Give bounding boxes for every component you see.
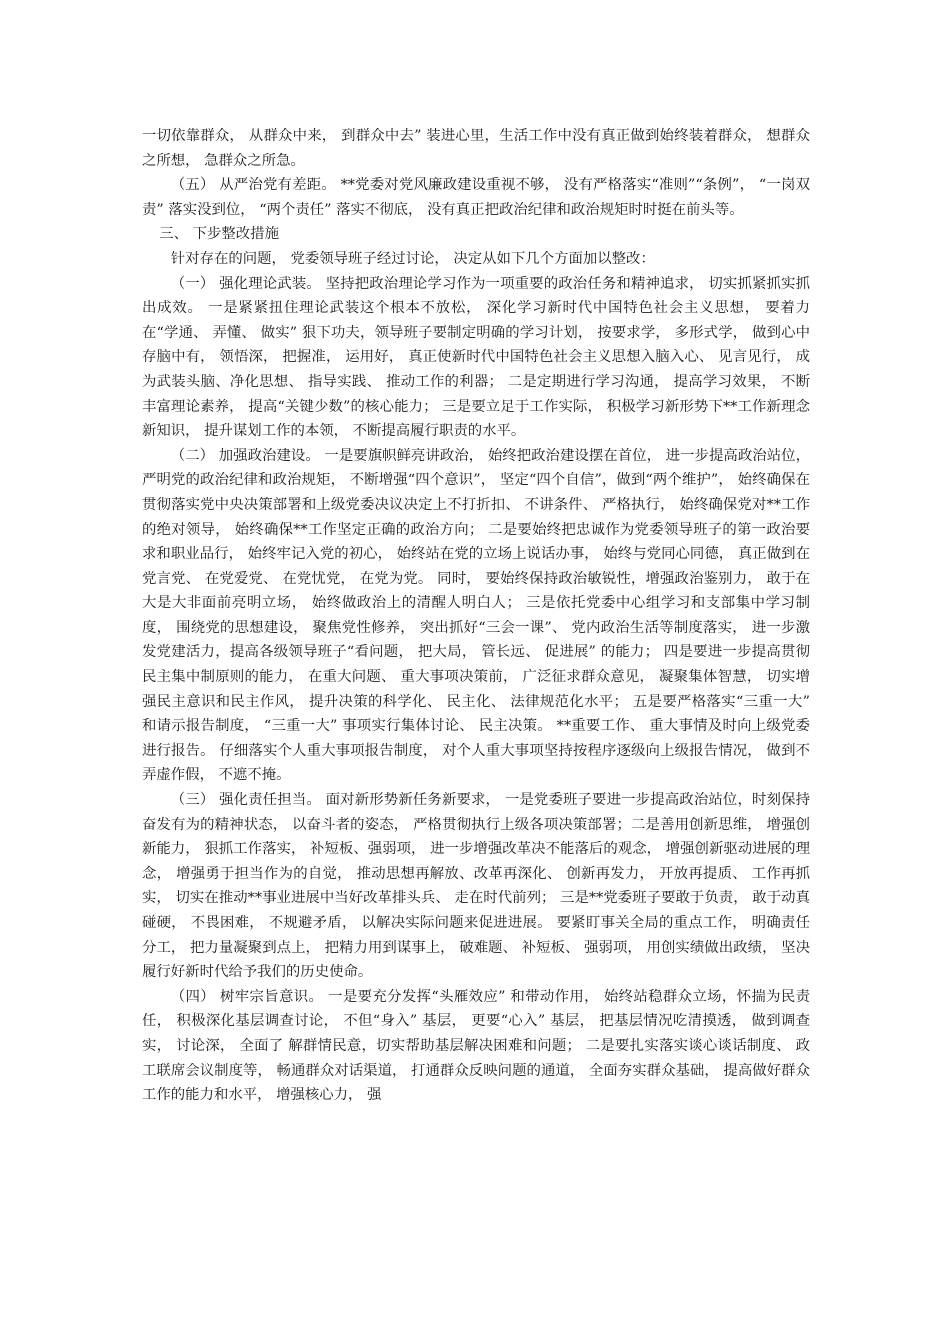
section-heading-3: 三、 下步整改措施 (159, 226, 279, 243)
paragraph-measure-2: （二） 加强政治建设。 一是要旗帜鲜亮讲政治， 始终把政治建设摆在首位， 进一步提高政治站位， 严明党的政治纪律和政治规矩， 不断增强“四个意识”， 坚定“四个自信”，做到“两个维护”， 始终确保在贯彻落实党中央决策部署和上级党委决议决定上不打折扣、 不讲条件、 严格执行， 始终确保党对**工作的绝对领导， 始终确保**工作坚定正确的政治方向； 二是要始终把忠诚作为党委领导班子的第一政治要求和职业品行， 始终牢记入党的初心， 始终站在党的立场上说话办事， 始终与党同心同德， 真正做到在党言党、 在党爱党、 在党忧党， 在党为党。 同时， 要始终保持政治敏锐性，增强政治鉴别力， 敢于在大是大非面前亮明立场， 始终做政治上的清醒人明白人； 三是依托党委中心组学习和支部集中学习制度， 围绕党的思想建设， 聚焦党性修养， 突出抓好“三会一课”、 党内政治生活等制度落实， 进一步激发党建活力，提高各级领导班子“看问题， 把大局， 管长远、 促进展” 的能力； 四是要进一步提高贯彻民主集中制原则的能力， 在重大问题、 重大事项决策前， 广泛征求群众意见， 凝聚集体智慧， 切实增强民主意识和民主作风， 提升决策的科学化、 民主化、 法律规范化水平； 五是要严格落实“三重一大” 和请示报告制度， “三重一大” 事项实行集体讨论、 民主决策。 **重要工作、 重大事情及时向上级党委进行报告。 仔细落实个人重大事项报告制度， 对个人重大事项坚持按程序逐级向上级报告情况， 做到不弄虚作假， 不遮不掩。 (142, 447, 810, 784)
paragraph-intro: 针对存在的问题， 党委领导班子经过讨论， 决定从如下几个方面加以整改： (170, 250, 655, 267)
document-body (142, 124, 810, 1108)
paragraph-continuation: 一切依靠群众， 从群众中来， 到群众中去” 装进心里，生活工作中没有真正做到始终装着群众， 想群众之所想， 急群众之所急。 (142, 128, 810, 169)
paragraph-section-5: （五） 从严治党有差距。 **党委对党风廉政建设重视不够， 没有严格落实“准则”“条例”， “一岗双责” 落实没到位， “两个责任” 落实不彻底， 没有真正把政治纪律和政治规矩时时挺在前头等。 (142, 177, 810, 218)
paragraph-measure-1: （一） 强化理论武装。 坚持把政治理论学习作为一项重要的政治任务和精神追求， 切实抓紧抓实抓出成效。 一是紧紧扭住理论武装这个根本不放松， 深化学习新时代中国特色社会主义思想， 要着力在“学通、 弄懂、 做实” 狠下功夫，领导班子要制定明确的学习计划， 按要求学， 多形式学， 做到心中存脑中有， 领悟深， 把握准， 运用好， 真正使新时代中国特色社会主义思想入脑入心、 见言见行， 成为武装头脑、净化思想、 指导实践、 推动工作的利器； 二是定期进行学习沟通， 提高学习效果， 不断丰富理论素养， 提高“关键少数”的核心能力； 三是要立足于工作实际， 积极学习新形势下**工作新理念新知识， 提升谋划工作的本领， 不断提高履行职责的水平。 (142, 275, 810, 440)
paragraph-measure-3: （三） 强化责任担当。 面对新形势新任务新要求， 一是党委班子要进一步提高政治站位，时刻保持奋发有为的精神状态， 以奋斗者的姿态， 严格贯彻执行上级各项决策部署；二是善用创新思维， 增强创新能力， 狠抓工作落实， 补短板、强弱项， 进一步增强改革决不能落后的观念， 增强创新驱动进展的理念， 增强勇于担当作为的自觉， 推动思想再解放、改革再深化、 创新再发力， 开放再提质、 工作再抓实， 切实在推动**事业进展中当好改革排头兵、 走在时代前列； 三是**党委班子要敢于负责， 敢于动真碰硬， 不畏困难， 不规避矛盾， 以解决实际问题来促进进展。 要紧盯事关全局的重点工作， 明确责任分工， 把力量凝聚到点上， 把精力用到谋事上， 破难题、 补短板、 强弱项， 用创实绩做出政绩， 坚决履行好新时代给予我们的历史使命。 (142, 792, 810, 981)
paragraph-measure-4: （四） 树牢宗旨意识。 一是要充分发挥“头雁效应” 和带动作用， 始终站稳群众立场，怀揣为民责任， 积极深化基层调查讨论， 不但“身入” 基层， 更要“心入” 基层， 把基层情况吃清摸透， 做到调查实， 讨论深， 全面了 解群情民意，切实帮助基层解决困难和问题； 二是要扎实落实谈心谈话制度、 政工联席会议制度等， 畅通群众对话渠道， 打通群众反映问题的通道， 全面夯实群众基础， 提高做好群众工作的能力和水平， 增强核心力， 强 (142, 988, 810, 1104)
